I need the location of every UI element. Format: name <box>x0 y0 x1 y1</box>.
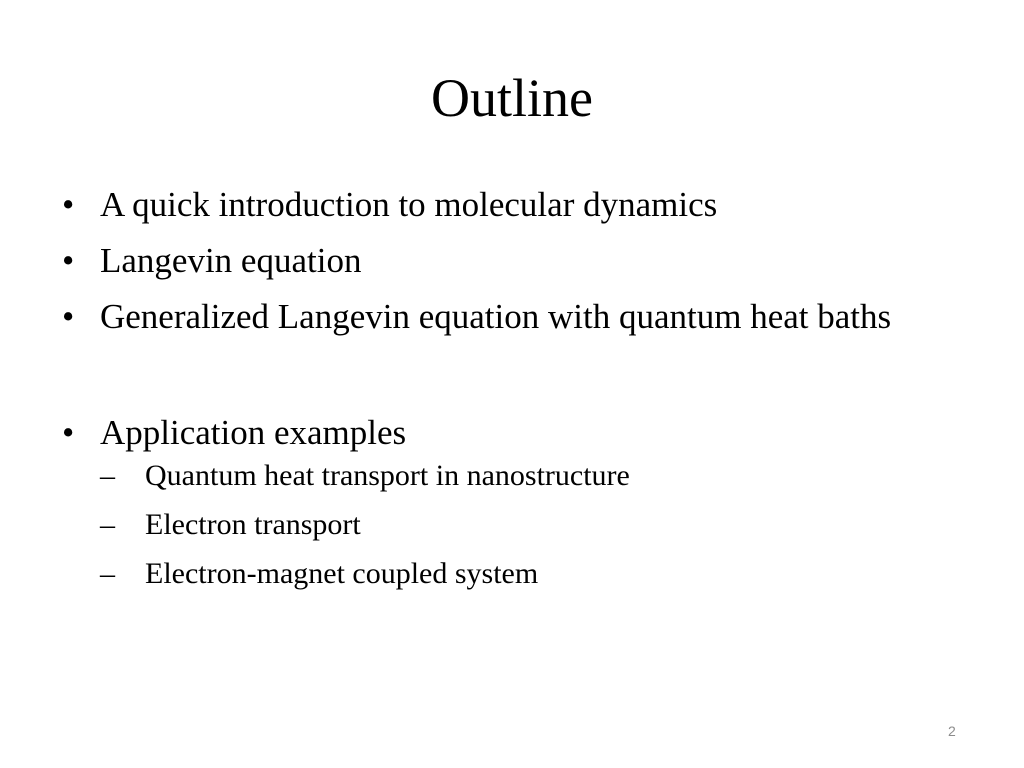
bullet-item <box>60 184 960 226</box>
subbullet-text: Quantum heat transport in nanostructure <box>145 459 630 492</box>
subbullet-list <box>100 458 960 592</box>
subbullet-marker: – <box>100 508 115 541</box>
bullet-marker: • <box>62 241 75 280</box>
bullet-item <box>60 240 960 282</box>
slide-title: Outline <box>431 68 593 128</box>
subbullet-marker: – <box>100 459 115 492</box>
subbullet-marker: – <box>100 557 115 590</box>
bullet-text: Generalized Langevin equation with quantum heat baths <box>100 297 892 336</box>
bullet-list <box>60 184 960 606</box>
bullet-item <box>60 296 960 338</box>
bullet-marker: • <box>62 185 75 224</box>
bullet-text: Application examples <box>100 413 407 452</box>
bullet-marker: • <box>62 297 75 336</box>
bullet-marker: • <box>62 413 75 452</box>
bullet-text: A quick introduction to molecular dynamics <box>100 185 718 224</box>
subbullet-text: Electron-magnet coupled system <box>145 557 539 590</box>
subbullet-item <box>100 507 960 543</box>
page-number: 2 <box>948 723 956 739</box>
subbullet-text: Electron transport <box>145 508 361 541</box>
subbullet-item <box>100 458 960 494</box>
subbullet-item <box>100 556 960 592</box>
bullet-text: Langevin equation <box>100 241 362 280</box>
bullet-item <box>60 412 960 592</box>
